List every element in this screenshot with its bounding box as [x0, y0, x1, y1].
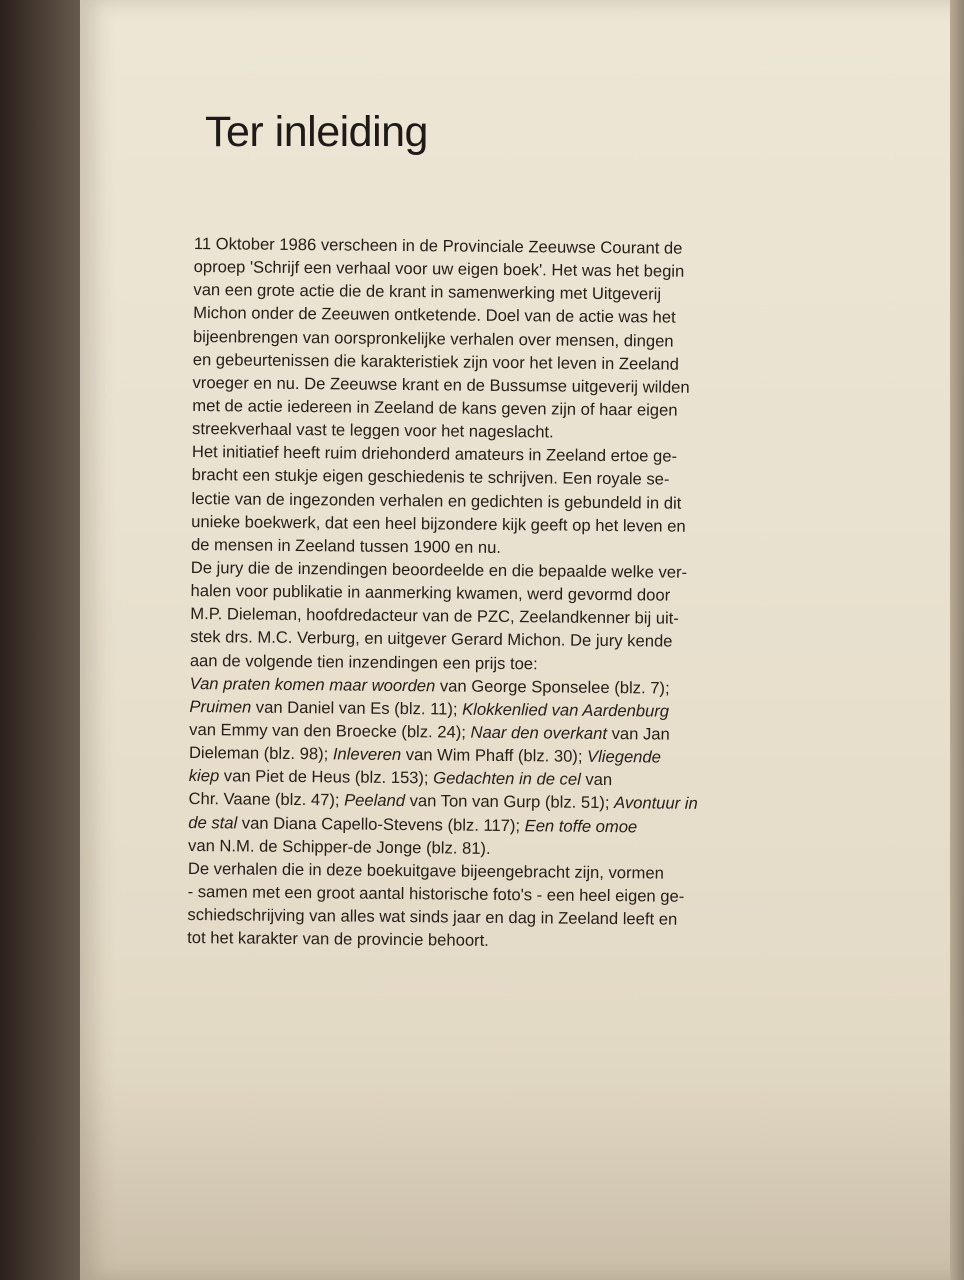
text-segment: en gebeurtenissen die karakteristiek zijn voor het leven in Zeeland: [192, 349, 679, 374]
text-segment: van Wim Phaff (blz. 30);: [401, 745, 588, 766]
italic-title-segment: Van praten komen maar woorden: [189, 673, 436, 696]
text-segment: unieke boekwerk, dat een heel bijzondere kijk geeft op het leven en: [191, 511, 686, 536]
page-bottom-shade: [80, 1080, 958, 1280]
text-segment: De jury die de inzendingen beoordeelde en die bepaalde welke ver-: [190, 557, 688, 582]
text-segment: oproep 'Schrijf een verhaal voor uw eigen boek'. Het was het begin: [193, 257, 685, 281]
text-segment: bijeenbrengen van oorspronkelijke verhalen over mensen, dingen: [192, 326, 674, 351]
page-title: Ter inleiding: [205, 108, 428, 156]
italic-title-segment: Een toffe omoe: [524, 815, 638, 836]
text-segment: van Jan: [606, 723, 670, 744]
text-segment: van Diana Capello-Stevens (blz. 117);: [237, 812, 525, 835]
text-segment: Chr. Vaane (blz. 47);: [188, 789, 345, 810]
italic-title-segment: Klokkenlied van Aardenburg: [462, 699, 670, 721]
text-segment: halen voor publikatie in aanmerking kwamen, werd gevormd door: [190, 581, 671, 605]
text-segment: van N.M. de Schipper-de Jonge (blz. 81).: [188, 835, 491, 858]
italic-title-segment: Inleveren: [332, 744, 402, 765]
italic-title-segment: Avontuur in: [614, 793, 698, 814]
text-segment: van: [580, 769, 613, 790]
text-segment: De verhalen die in deze boekuitgave bijeengebracht zijn, vormen: [187, 858, 664, 883]
text-segment: schiedschrijving van alles wat sinds jaar en dag in Zeeland leeft en: [187, 905, 678, 929]
text-segment: streekverhaal vast te leggen voor het nageslacht.: [192, 419, 554, 442]
text-segment: 11 Oktober 1986 verscheen in de Provinciale Zeeuwse Courant de: [193, 233, 683, 258]
text-segment: van Piet de Heus (blz. 153);: [219, 766, 434, 788]
italic-title-segment: Vliegende: [587, 746, 662, 767]
italic-title-segment: Gedachten in de cel: [433, 768, 581, 789]
page-edge: [950, 0, 964, 1280]
text-segment: bracht een stukje eigen geschiedenis te schrijven. Een royale se-: [191, 465, 670, 489]
text-segment: M.P. Dieleman, hoofdredacteur van de PZC, Zeelandkenner bij uit-: [190, 604, 679, 628]
italic-title-segment: kiep: [188, 766, 220, 786]
text-segment: tot het karakter van de provincie behoort.: [187, 928, 489, 951]
text-segment: met de actie iedereen in Zeeland de kans geven zijn of haar eigen: [192, 395, 678, 420]
text-segment: Michon onder de Zeeuwen ontketende. Doel van de actie was het: [193, 303, 676, 328]
text-segment: van Ton van Gurp (blz. 51);: [404, 791, 615, 813]
text-segment: Het initiatief heeft ruim driehonderd amateurs in Zeeland ertoe ge-: [191, 442, 678, 466]
text-segment: van Emmy van den Broecke (blz. 24);: [189, 719, 471, 742]
introduction-text: [187, 232, 769, 955]
italic-title-segment: Pruimen: [189, 696, 252, 717]
text-segment: lectie van de ingezonden verhalen en gedichten is gebundeld in dit: [191, 488, 682, 513]
italic-title-segment: Naar den overkant: [470, 722, 608, 743]
text-segment: vroeger en nu. De Zeeuwse krant en de Bussumse uitgeverij wilden: [192, 372, 690, 397]
text-segment: van George Sponselee (blz. 7);: [435, 676, 670, 698]
text-segment: - samen met een groot aantal historische foto's - een heel eigen ge-: [187, 881, 685, 906]
text-segment: stek drs. M.C. Verburg, en uitgever Gerard Michon. De jury kende: [190, 627, 673, 652]
italic-title-segment: de stal: [188, 812, 238, 832]
text-segment: van Daniel van Es (blz. 11);: [251, 697, 463, 719]
book-spine-shadow: [0, 0, 86, 1280]
text-segment: aan de volgende tien inzendingen een prijs toe:: [189, 650, 538, 673]
text-segment: van een grote actie die de krant in samenwerking met Uitgeverij: [193, 280, 662, 304]
italic-title-segment: Peeland: [344, 790, 406, 811]
text-segment: de mensen in Zeeland tussen 1900 en nu.: [190, 534, 502, 557]
text-segment: Dieleman (blz. 98);: [188, 743, 333, 764]
